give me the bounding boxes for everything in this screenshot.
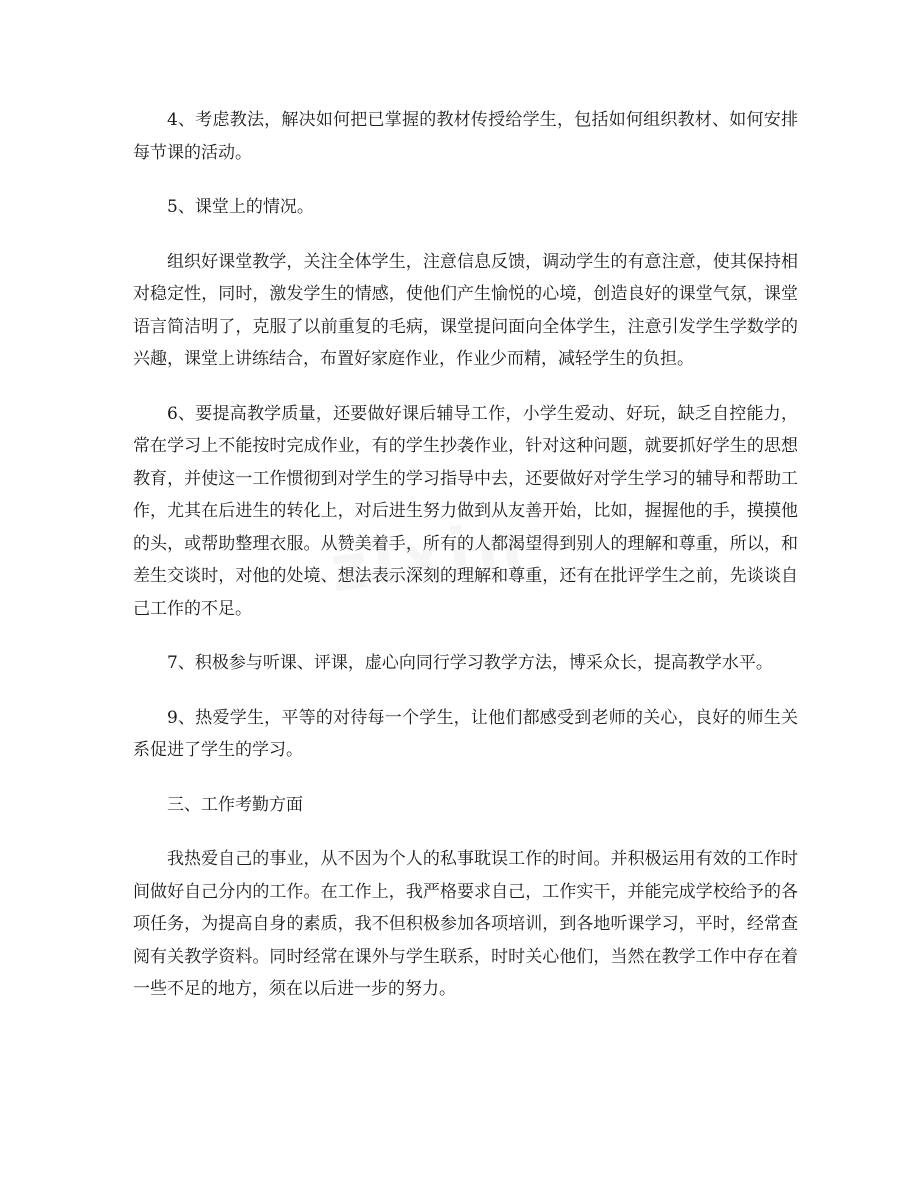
paragraph-after-class-tutoring: 6、要提高教学质量，还要做好课后辅导工作，小学生爱动、好玩，缺乏自控能力，常在学习上不能按时完成作业，有的学生抄袭作业，针对这种问题，就要抓好学生的思想教育，并使这一工作惯彻到对学生的学习指导中去，还要做好对学生学习的辅导和帮助工作，尤其在后进生的转化上，对后进生努力做到从友善开始，比如，握握他的手，摸摸他的头，或帮助整理衣服。从赞美着手，所有的人都渴望得到别人的理解和尊重，所以，和差生交谈时，对他的处境、想法表示深刻的理解和尊重，还有在批评学生之前，先谈谈自己工作的不足。 bbox=[133, 403, 798, 619]
paragraph-teaching-method: 4、考虑教法，解决如何把已掌握的教材传授给学生，包括如何组织教材、如何安排每节课的活动。 bbox=[133, 110, 798, 163]
paragraph-lesson-observation: 7、积极参与听课、评课，虚心向同行学习教学方法，博采众长，提高教学水平。 bbox=[167, 653, 773, 673]
paragraph-classroom-heading: 5、课堂上的情况。 bbox=[167, 197, 314, 217]
paragraph-love-students: 9、热爱学生，平等的对待每一个学生，让他们都感受到老师的关心，良好的师生关系促进了学生的学习。 bbox=[133, 707, 798, 760]
document-page bbox=[133, 104, 798, 1028]
section-heading-attendance: 三、工作考勤方面 bbox=[167, 794, 303, 815]
paragraph-attendance: 我热爱自己的事业，从不因为个人的私事耽误工作的时间。并积极运用有效的工作时间做好自己分内的工作。在工作上，我严格要求自己，工作实干，并能完成学校给予的各项任务，为提高自身的素质，我不但积极参加各项培训，到各地听课学习，平时，经常查阅有关教学资料。同时经常在课外与学生联系，时时关心他们，当然在教学工作中存在着一些不足的地方，须在以后进一步的努力。 bbox=[133, 849, 798, 999]
paragraph-classroom-organization: 组织好课堂教学，关注全体学生，注意信息反馈，调动学生的有意注意，使其保持相对稳定性，同时，激发学生的情感，使他们产生愉悦的心境，创造良好的课堂气氛，课堂语言简洁明了，克服了以前重复的毛病，课堂提问面向全体学生，注意引发学生学数学的兴趣，课堂上讲练结合，布置好家庭作业，作业少而精，减轻学生的负担。 bbox=[133, 251, 798, 369]
